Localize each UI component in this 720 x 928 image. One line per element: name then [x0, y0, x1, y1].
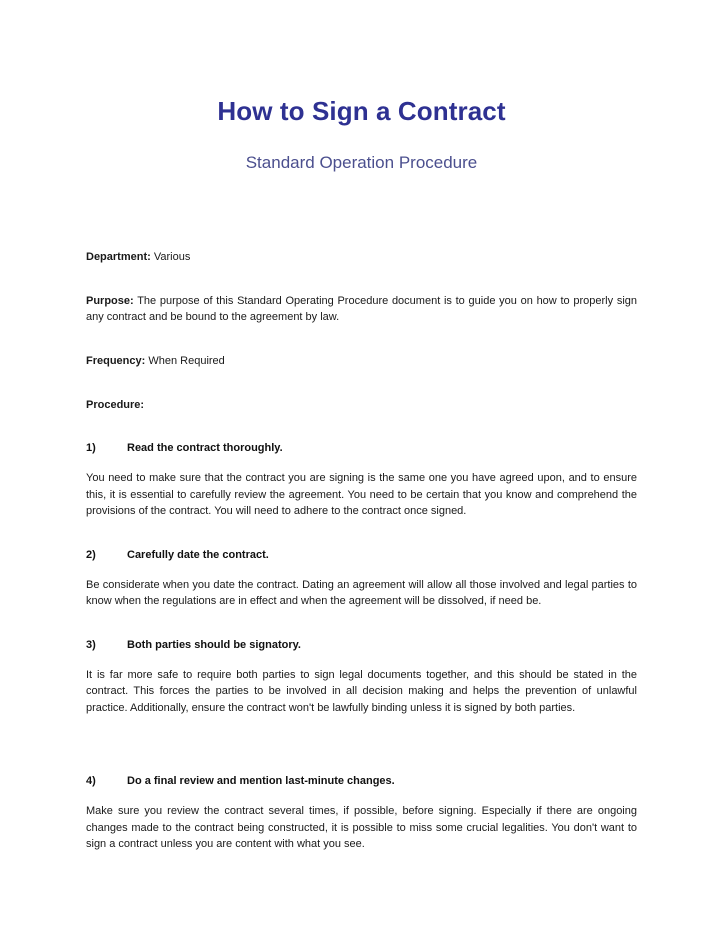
step-heading [86, 637, 637, 653]
step-title: Do a final review and mention last-minute changes. [127, 775, 395, 788]
frequency-label: Frequency: [86, 355, 146, 368]
purpose-label: Purpose: [86, 295, 134, 308]
step-number: 3) [86, 638, 96, 651]
step-paragraph: You need to make sure that the contract you are signing is the same one you have agreed upon, and to ensure this, it is essential to carefully review the agreement. You need to be certain that you know and comprehend the provisions of the contract. You will need to adhere to the contract once signed. [86, 472, 637, 518]
page-title: How to Sign a Contract [217, 96, 506, 126]
step-paragraph: It is far more safe to require both parties to sign legal documents together, and this should be stated in the contract. This forces the parties to be involved in all decision making and helps the prevention of unlawful practice. Additionally, ensure the contract won't be lawfully binding unless it is signed by both parties. [86, 668, 637, 714]
spacer [86, 265, 637, 293]
step-title: Read the contract thoroughly. [127, 442, 283, 455]
department-label: Department: [86, 251, 151, 264]
department-value: Various [150, 251, 191, 264]
purpose-line [86, 293, 637, 325]
step-number: 4) [86, 775, 96, 788]
spacer [86, 325, 637, 353]
step-heading [86, 773, 637, 789]
step-heading [86, 547, 637, 563]
frequency-line [86, 353, 637, 369]
purpose-value: The purpose of this Standard Operating Procedure document is to guide you on how to properly sign any contract and be bound to the agreement by law. [86, 295, 637, 324]
procedure-steps-list [86, 440, 637, 853]
step-paragraph: Make sure you review the contract several times, if possible, before signing. Especially if there are ongoing changes made to the contract being constructed, it is possible to miss some crucial legalities. You don't want to sign a contract unless you are content with what you see. [86, 805, 637, 851]
metadata-block [86, 249, 637, 413]
step-number: 1) [86, 442, 96, 455]
frequency-value: When Required [145, 355, 225, 368]
procedure-step [86, 547, 637, 610]
step-title: Carefully date the contract. [127, 548, 269, 561]
department-line [86, 249, 637, 265]
procedure-step [86, 637, 637, 717]
step-paragraph: Be considerate when you date the contract. Dating an agreement will allow all those involved and legal parties to know when the regulations are in effect and when the agreement will be dissolved, if need be. [86, 578, 637, 608]
document-content [86, 0, 637, 853]
page-subtitle: Standard Operation Procedure [245, 152, 478, 172]
spacer [86, 369, 637, 397]
step-heading [86, 440, 637, 456]
procedure-step [86, 773, 637, 853]
step-number: 2) [86, 548, 96, 561]
step-title: Both parties should be signatory. [127, 638, 301, 651]
procedure-step [86, 440, 637, 520]
procedure-heading: Procedure: [86, 399, 145, 412]
